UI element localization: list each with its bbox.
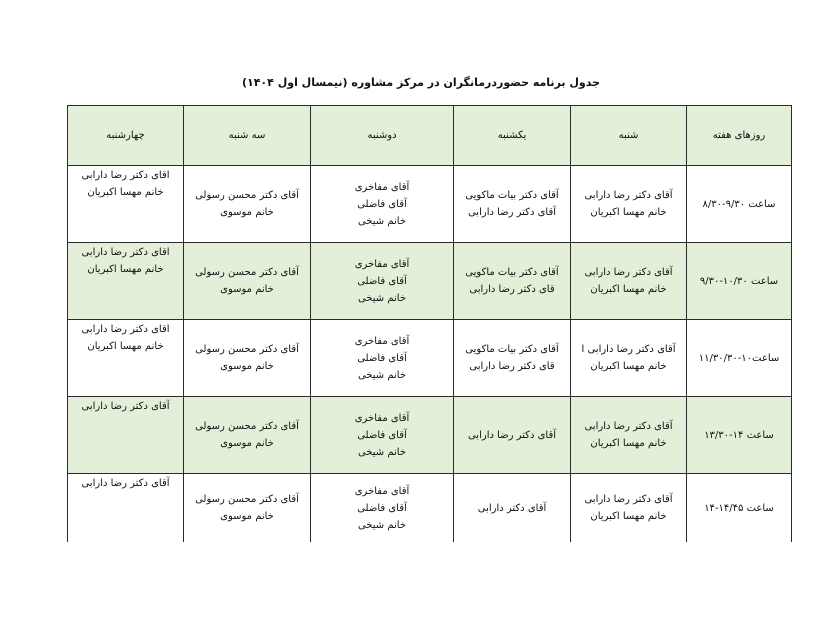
therapist-name: آقای دکتر بیات ماکویی	[465, 267, 559, 278]
therapist-name: آقای فاضلی	[357, 198, 407, 210]
therapist-name: قای دکتر رضا دارابی	[469, 284, 555, 295]
therapist-name: خانم مهسا اکبریان	[590, 438, 667, 449]
therapist-name: آقای فاضلی	[357, 275, 407, 287]
therapist-name: خانم مهسا اکبریان	[590, 207, 667, 218]
header-saturday: شنبه	[571, 106, 687, 166]
header-wednesday: چهارشنبه	[68, 106, 184, 166]
therapist-name: خانم موسوی	[220, 284, 274, 295]
header-row	[68, 106, 792, 166]
therapist-name: آقای دکتر رضا دارابی ا	[581, 344, 676, 355]
sunday-cell	[454, 166, 571, 243]
tuesday-cell	[184, 320, 311, 397]
therapist-name: آقای دکتر محسن رسولی	[195, 421, 299, 432]
monday-cell	[311, 474, 454, 543]
wednesday-cell	[68, 397, 184, 474]
schedule-row	[68, 320, 792, 397]
monday-cell	[311, 243, 454, 320]
monday-cell	[311, 397, 454, 474]
therapist-name: آقای دکتر رضا دارابی	[81, 478, 170, 489]
time-slot-cell: ساعت ۹/۳۰-۸/۳۰	[687, 166, 792, 243]
therapist-name: خانم مهسا اکبریان	[590, 284, 667, 295]
therapist-name: خانم موسوی	[220, 438, 274, 449]
therapist-name: قای دکتر رضا دارابی	[469, 361, 555, 372]
therapist-name: آقای دکتر محسن رسولی	[195, 190, 299, 201]
time-slot-cell: ساعت۱۰-۱۱/۳۰/۳۰	[687, 320, 792, 397]
therapist-name: آقای دکتر رضا دارابی	[584, 494, 673, 505]
therapist-name: اقای دکتر رضا دارابی	[81, 170, 170, 181]
therapist-name: خانم مهسا اکبریان	[590, 361, 667, 372]
therapist-name: اقای دکتر رضا دارابی	[81, 324, 170, 335]
header-tuesday: سه شنبه	[184, 106, 311, 166]
therapist-name: خانم مهسا اکبریان	[87, 187, 164, 198]
therapist-name: آقای دکتر محسن رسولی	[195, 494, 299, 505]
tuesday-cell	[184, 397, 311, 474]
therapist-name: خانم موسوی	[220, 511, 274, 522]
schedule-row	[68, 397, 792, 474]
therapist-name: آقای دکتر رضا دارابی	[584, 267, 673, 278]
therapist-name: آقای مفاخری	[354, 412, 410, 424]
therapist-name: اقای دکتر رضا دارابی	[81, 247, 170, 258]
therapist-name: خانم شیخی	[357, 292, 407, 304]
therapist-name: خانم موسوی	[220, 361, 274, 372]
therapist-name: خانم شیخی	[357, 215, 407, 227]
saturday-cell	[571, 320, 687, 397]
sunday-cell	[454, 397, 571, 474]
tuesday-cell	[184, 243, 311, 320]
saturday-cell	[571, 243, 687, 320]
therapist-name: خانم مهسا اکبریان	[87, 264, 164, 275]
therapist-name: آقای دکتر محسن رسولی	[195, 267, 299, 278]
therapist-name: آقای مفاخری	[354, 258, 410, 270]
schedule-row	[68, 474, 792, 543]
sunday-cell	[454, 320, 571, 397]
monday-cell	[311, 320, 454, 397]
therapist-name: آقای مفاخری	[354, 335, 410, 347]
schedule-body	[68, 166, 792, 543]
therapist-name: آقای مفاخری	[354, 181, 410, 193]
schedule-row	[68, 243, 792, 320]
saturday-cell	[571, 166, 687, 243]
time-slot-cell: ساعت ۱۰/۳۰-۹/۳۰	[687, 243, 792, 320]
saturday-cell	[571, 397, 687, 474]
sunday-cell	[454, 243, 571, 320]
header-sunday: یکشنبه	[454, 106, 571, 166]
therapist-name: آقای دکتر رضا دارابی	[584, 421, 673, 432]
monday-cell	[311, 166, 454, 243]
wednesday-cell	[68, 243, 184, 320]
sunday-cell	[454, 474, 571, 543]
therapist-name: آقای مفاخری	[354, 485, 410, 497]
therapist-name: آقای دکتر رضا دارابی	[467, 207, 557, 218]
wednesday-cell	[68, 320, 184, 397]
schedule-table	[67, 105, 792, 542]
therapist-name: خانم شیخی	[357, 519, 407, 531]
header-monday: دوشنبه	[311, 106, 454, 166]
wednesday-cell	[68, 474, 184, 543]
tuesday-cell	[184, 474, 311, 543]
header-days: روزهای هفته	[687, 106, 792, 166]
document-title: جدول برنامه حضوردرمانگران در مرکز مشاوره (نیمسال اول ۱۴۰۴)	[241, 76, 601, 89]
therapist-name: آقای دکتر دارابی	[477, 502, 547, 514]
wednesday-cell	[68, 166, 184, 243]
schedule-row	[68, 166, 792, 243]
saturday-cell	[571, 474, 687, 543]
therapist-name: خانم موسوی	[220, 207, 274, 218]
therapist-name: آقای دکتر بیات ماکویی	[465, 190, 559, 201]
therapist-name: آقای دکتر بیات ماکویی	[465, 344, 559, 355]
tuesday-cell	[184, 166, 311, 243]
therapist-name: خانم مهسا اکبریان	[87, 341, 164, 352]
therapist-name: آقای دکتر محسن رسولی	[195, 344, 299, 355]
therapist-name: آقای دکتر رضا دارابی	[467, 429, 557, 441]
therapist-name: خانم مهسا اکبریان	[590, 511, 667, 522]
therapist-name: آقای فاضلی	[357, 502, 407, 514]
therapist-name: آقای دکتر رضا دارابی	[81, 401, 170, 412]
therapist-name: خانم شیخی	[357, 369, 407, 381]
therapist-name: آقای فاضلی	[357, 429, 407, 441]
time-slot-cell: ساعت ۱۴-۱۳/۳۰	[687, 397, 792, 474]
time-slot-cell: ساعت ۱۴/۴۵-۱۴	[687, 474, 792, 543]
therapist-name: آقای دکتر رضا دارابی	[584, 190, 673, 201]
therapist-name: خانم شیخی	[357, 446, 407, 458]
therapist-name: آقای فاضلی	[357, 352, 407, 364]
